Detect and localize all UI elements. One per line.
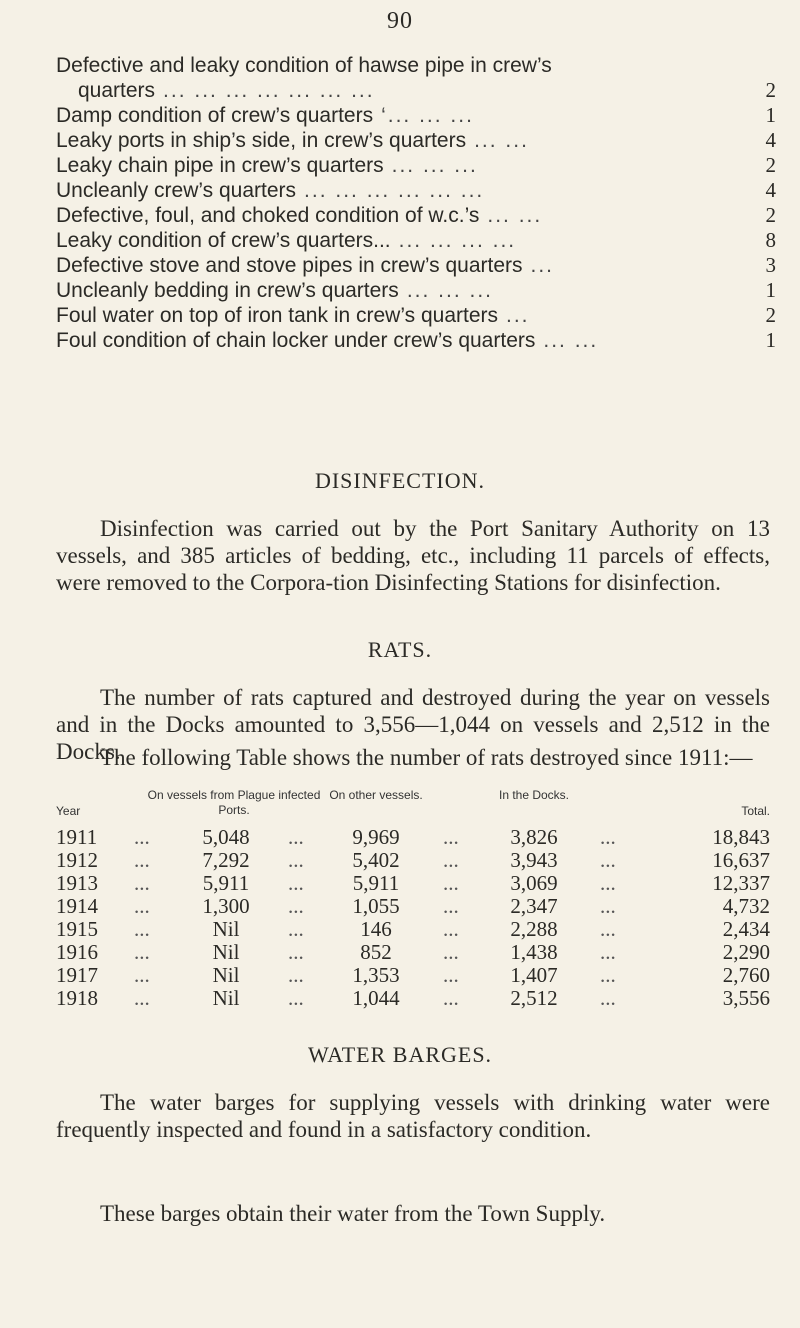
defect-label: Foul water on top of iron tank in crew’s quarters — [56, 304, 498, 327]
rats-heading: RATS. — [367, 637, 433, 662]
leader-dots: ... — [443, 940, 459, 964]
leader-dots: ... — [288, 940, 304, 964]
cell-plague: Nil — [212, 963, 240, 987]
table-intro-text: The following Table shows the number of rats destroyed since 1911:— — [100, 745, 753, 770]
leader-dots: ... — [288, 825, 304, 849]
cell-plague: Nil — [212, 917, 240, 941]
cell-plague: 7,292 — [202, 848, 250, 872]
leader-dots: ... ... ... ... ... ... — [304, 179, 485, 202]
cell-plague: Nil — [212, 940, 240, 964]
leader-dots: ... — [530, 254, 555, 277]
leader-dots: ... ... ... ... — [398, 229, 517, 252]
water-barges-text-1: The water barges for supplying vessels with drinking water were frequently inspected and found in a satisfactory condition. — [56, 1090, 770, 1142]
defect-row — [56, 278, 776, 303]
defect-label: quarters — [78, 79, 156, 102]
table-row — [56, 987, 770, 1010]
leader-dots: ... — [288, 894, 304, 918]
leader-dots: ... — [600, 963, 616, 987]
cell-docks: 3,069 — [510, 871, 558, 895]
cell-plague: Nil — [212, 986, 240, 1010]
leader-dots: ... — [600, 986, 616, 1010]
defect-list — [56, 54, 776, 353]
cell-plague: 5,048 — [202, 825, 250, 849]
defect-row — [56, 228, 776, 253]
defect-count: 1 — [765, 103, 776, 127]
disinfection-heading: DISINFECTION. — [314, 468, 486, 493]
cell-year: 1915 — [56, 917, 98, 941]
cell-total: 3,556 — [722, 986, 770, 1010]
header-year: Year — [56, 804, 81, 818]
defect-count: 4 — [765, 178, 776, 202]
defect-row — [56, 328, 776, 353]
leader-dots: ... — [443, 894, 459, 918]
defect-count: 8 — [765, 228, 776, 252]
defect-label: Damp condition of crew’s quarters — [56, 104, 374, 127]
cell-total: 2,290 — [722, 940, 770, 964]
header-docks: In the Docks. — [498, 788, 570, 802]
leader-dots: ... — [134, 825, 150, 849]
leader-dots: ... ... ... — [391, 154, 478, 177]
leader-dots: ... — [288, 986, 304, 1010]
cell-year: 1918 — [56, 986, 98, 1010]
table-row — [56, 964, 770, 987]
cell-other: 146 — [360, 917, 392, 941]
rats-table — [56, 826, 770, 1010]
defect-count: 4 — [765, 128, 776, 152]
leader-dots: ... — [600, 894, 616, 918]
cell-docks: 2,512 — [510, 986, 558, 1010]
leader-dots: ... — [443, 986, 459, 1010]
leader-dots: ... — [506, 304, 530, 327]
cell-plague: 1,300 — [202, 894, 250, 918]
leader-dots: ... — [288, 917, 304, 941]
leader-dots: ... — [443, 917, 459, 941]
cell-total: 4,732 — [722, 894, 770, 918]
defect-label: Uncleanly bedding in crew’s quarters — [56, 279, 399, 302]
defect-row — [56, 303, 776, 328]
leader-dots: ... — [134, 871, 150, 895]
leader-dots: ... — [288, 848, 304, 872]
table-intro-paragraph — [56, 744, 770, 771]
cell-other: 5,911 — [352, 871, 400, 895]
leader-dots: ‘... ... ... — [381, 104, 474, 127]
cell-other: 1,353 — [352, 963, 400, 987]
leader-dots: ... — [134, 986, 150, 1010]
defect-count: 2 — [765, 203, 776, 227]
defect-label: Uncleanly crew’s quarters — [56, 179, 297, 202]
defect-row — [56, 178, 776, 203]
cell-year: 1914 — [56, 894, 98, 918]
cell-docks: 3,943 — [510, 848, 558, 872]
leader-dots: ... — [600, 871, 616, 895]
defect-count: 2 — [765, 303, 776, 327]
defect-row — [56, 253, 776, 278]
leader-dots: ... — [134, 848, 150, 872]
defect-row — [56, 54, 776, 78]
leader-dots: ... — [134, 940, 150, 964]
leader-dots: ... — [443, 825, 459, 849]
cell-other: 1,055 — [352, 894, 400, 918]
cell-other: 1,044 — [352, 986, 400, 1010]
table-row — [56, 941, 770, 964]
table-row — [56, 849, 770, 872]
disinfection-text: Disinfection was carried out by the Port Sanitary Authority on 13 vessels, and 385 articles of bedding, etc., including 11 parcels of effects, were removed to the Corpora-tion Disinfecting Stations for disinfection. — [56, 516, 770, 595]
defect-row — [56, 103, 776, 128]
water-barges-heading: WATER BARGES. — [307, 1042, 493, 1067]
cell-year: 1916 — [56, 940, 98, 964]
table-row — [56, 895, 770, 918]
leader-dots: ... — [134, 917, 150, 941]
defect-label: Defective, foul, and choked condition of w.c.’s — [56, 204, 480, 227]
table-row — [56, 918, 770, 941]
header-total: Total. — [741, 804, 770, 818]
table-row — [56, 826, 770, 849]
defect-row — [56, 128, 776, 153]
cell-other: 9,969 — [352, 825, 400, 849]
defect-row — [56, 78, 776, 103]
header-plague: On vessels from Plague infected Ports. — [147, 788, 321, 817]
leader-dots: ... ... — [487, 204, 543, 227]
leader-dots: ... — [600, 940, 616, 964]
cell-docks: 2,347 — [510, 894, 558, 918]
defect-label: Leaky chain pipe in crew’s quarters — [56, 154, 384, 177]
cell-total: 16,637 — [712, 848, 770, 872]
water-barges-paragraph — [56, 1089, 770, 1143]
leader-dots: ... ... — [543, 329, 599, 352]
cell-year: 1912 — [56, 848, 98, 872]
leader-dots: ... — [443, 963, 459, 987]
defect-label: Leaky ports in ship’s side, in crew’s quarters — [56, 129, 467, 152]
defect-label: Defective and leaky condition of hawse pipe in crew’s — [56, 54, 552, 77]
page-number: 90 — [387, 8, 413, 34]
cell-docks: 3,826 — [510, 825, 558, 849]
leader-dots: ... — [600, 848, 616, 872]
leader-dots: ... ... — [474, 129, 529, 152]
water-barges-paragraph-2 — [56, 1200, 770, 1227]
defect-count: 3 — [765, 253, 776, 277]
cell-other: 5,402 — [352, 848, 400, 872]
defect-label: Foul condition of chain locker under crew’s quarters — [56, 329, 536, 352]
cell-total: 12,337 — [712, 871, 770, 895]
defect-label: Defective stove and stove pipes in crew’s quarters — [56, 254, 523, 277]
cell-docks: 1,407 — [510, 963, 558, 987]
leader-dots: ... — [600, 825, 616, 849]
leader-dots: ... ... ... — [406, 279, 493, 302]
leader-dots: ... ... ... ... ... ... ... — [163, 79, 375, 102]
defect-count: 1 — [765, 278, 776, 302]
cell-total: 18,843 — [712, 825, 770, 849]
leader-dots: ... — [443, 871, 459, 895]
cell-year: 1917 — [56, 963, 98, 987]
cell-total: 2,434 — [722, 917, 770, 941]
cell-plague: 5,911 — [202, 871, 250, 895]
cell-docks: 2,288 — [510, 917, 558, 941]
leader-dots: ... — [600, 917, 616, 941]
defect-row — [56, 153, 776, 178]
header-other: On other vessels. — [329, 788, 423, 802]
defect-label: Leaky condition of crew’s quarters... — [56, 229, 391, 252]
cell-total: 2,760 — [722, 963, 770, 987]
defect-count: 2 — [765, 78, 776, 102]
leader-dots: ... — [288, 963, 304, 987]
leader-dots: ... — [134, 963, 150, 987]
cell-other: 852 — [360, 940, 392, 964]
disinfection-paragraph — [56, 515, 770, 596]
defect-count: 2 — [765, 153, 776, 177]
leader-dots: ... — [443, 848, 459, 872]
cell-year: 1913 — [56, 871, 98, 895]
water-barges-text-2: These barges obtain their water from the Town Supply. — [100, 1201, 606, 1226]
rats-text: The number of rats captured and destroyed during the year on vessels and in the Docks amounted to 3,556—1,044 on vessels and 2,512 in the Docks. — [56, 685, 770, 764]
defect-row — [56, 203, 776, 228]
defect-count: 1 — [765, 328, 776, 352]
cell-docks: 1,438 — [510, 940, 558, 964]
leader-dots: ... — [134, 894, 150, 918]
cell-year: 1911 — [56, 825, 98, 849]
leader-dots: ... — [288, 871, 304, 895]
table-row — [56, 872, 770, 895]
